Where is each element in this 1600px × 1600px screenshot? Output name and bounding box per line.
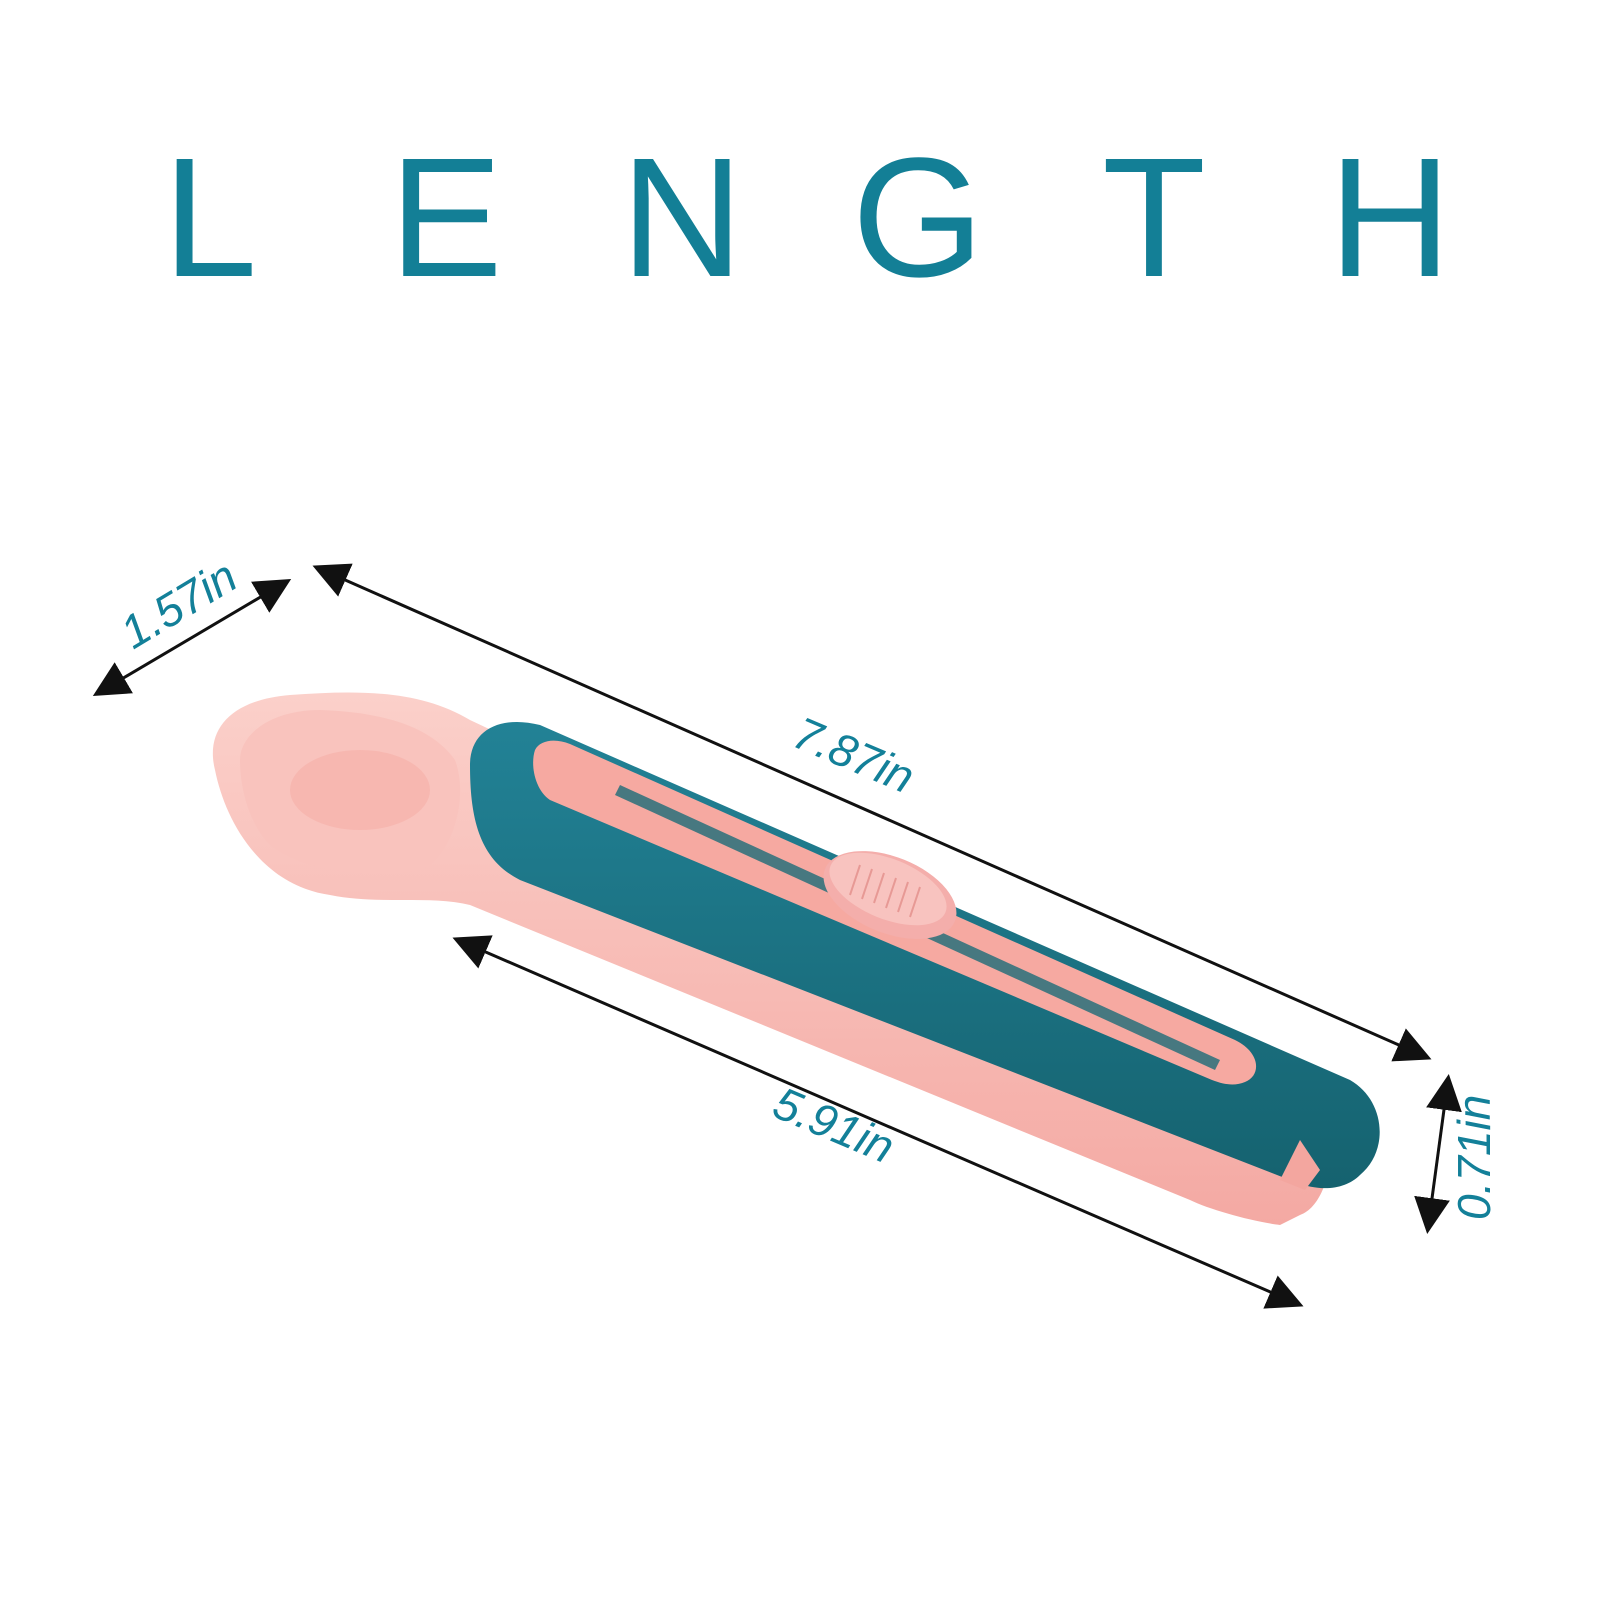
- title-letter: T: [1102, 123, 1206, 313]
- title-letter: L: [162, 123, 258, 313]
- thickness-label: 0.71in: [1448, 1094, 1500, 1220]
- length-label: 7.87in: [786, 706, 922, 804]
- handle-label: 5.91in: [766, 1076, 902, 1174]
- dimension-thickness: [1428, 1080, 1500, 1228]
- title-letter: H: [1328, 123, 1452, 313]
- title-letter: N: [620, 123, 744, 313]
- dimension-width: [98, 549, 286, 693]
- title-letter: G: [851, 123, 985, 313]
- width-label: 1.57in: [111, 549, 246, 659]
- title-letter: E: [389, 123, 503, 313]
